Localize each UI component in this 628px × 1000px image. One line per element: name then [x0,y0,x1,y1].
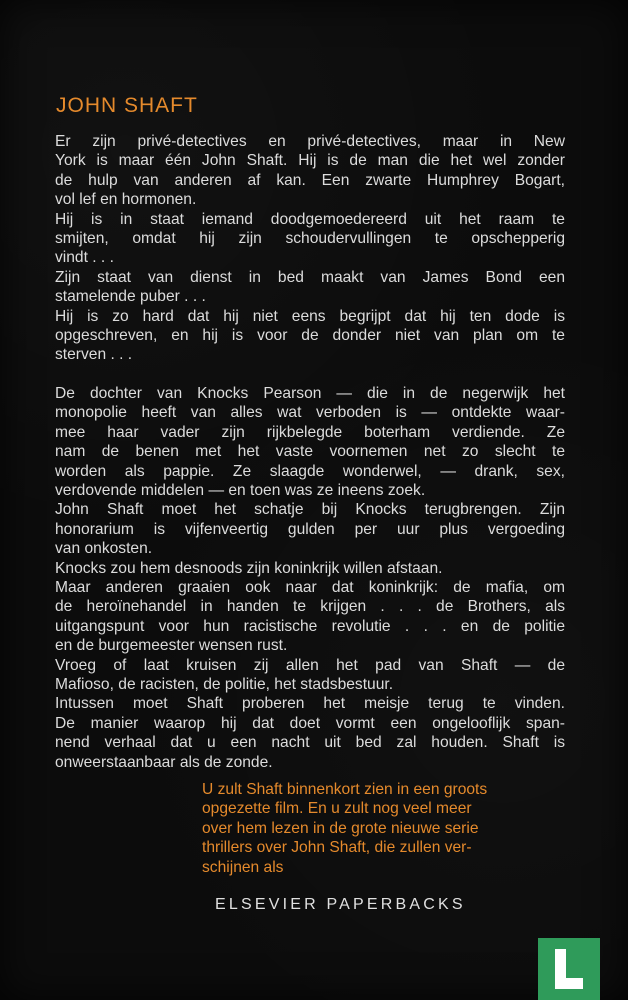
text-line: verdovende middelen — en toen was ze ineens zoek. [55,481,426,499]
text-line: John Shaft moet het schatje bij Knocks terugbrengen. Zijn [55,501,565,519]
paragraph-2 [55,384,565,772]
text-line: de hulp van anderen af kan. Een zwarte Humphrey Bogart, [55,171,565,189]
text-line: sterven . . . [55,346,133,364]
text-line: opgeschreven, en hij is voor de donder niet van plan om te [55,327,565,345]
text-line: monopolie heeft van alles wat verboden is — ontdekte waar- [55,404,565,422]
text-line: De manier waarop hij dat doet vormt een ongelooflijk span- [55,714,565,732]
text-line: vindt . . . [55,249,114,267]
text-line: mee haar vader zijn rijkbelegde boterham verdiende. Ze [55,423,565,441]
text-line: De dochter van Knocks Pearson — die in de negerwijk het [55,384,565,402]
text-line: Mafioso, de racisten, de politie, het stadsbestuur. [55,675,394,693]
text-line: Hij is zo hard dat hij niet eens begrijpt dat hij ten dode is [55,307,565,325]
promo-line: over hem lezen in de grote nieuwe serie [202,819,479,837]
text-line: en de burgemeester wensen rust. [55,637,288,655]
logo-letter-l [555,949,583,989]
text-line: Vroeg of laat kruisen zij allen het pad van Shaft — de [55,656,565,674]
library-logo [538,938,600,1000]
text-line: Knocks zou hem desnoods zijn koninkrijk willen afstaan. [55,559,443,577]
text-line: de heroïnehandel in handen te krijgen . . . de Brothers, als [55,598,565,616]
text-line: van onkosten. [55,540,153,558]
text-line: Er zijn privé-detectives en privé-detectives, maar in New [55,133,565,150]
text-line: stamelende puber . . . [55,288,206,306]
text-line: vol lef en hormonen. [55,191,197,209]
text-line: Maar anderen graaien ook naar dat koninkrijk: de mafia, om [55,578,565,596]
text-line: nend verhaal dat u een nacht uit bed zal houden. Shaft is [55,734,565,752]
book-title: JOHN SHAFT [56,94,198,117]
text-line: smijten, omdat hij zijn schoudervullingen te opschepperig [55,230,565,248]
text-line: nam de benen met het vaste voornemen net zo slecht te [55,443,565,461]
text-line: Zijn staat van dienst in bed maakt van James Bond een [55,268,565,286]
paragraph-gap [55,365,565,384]
text-line: worden als pappie. Ze slaagde wonderwel, — drank, sex, [55,462,565,480]
text-line: Intussen moet Shaft proberen het meisje terug te vinden. [55,695,565,713]
text-line: York is maar één John Shaft. Hij is de man die het wel zonder [55,152,565,170]
text-line: uitgangspunt voor hun racistische revolutie . . . en de politie [55,617,565,635]
promo-line: U zult Shaft binnenkort zien in een groots [202,781,488,798]
promo-text [202,780,562,877]
promo-line: schijnen als [202,858,284,876]
paragraph-1 [55,132,565,365]
text-line: Hij is in staat iemand doodgemoedereerd uit het raam te [55,210,565,228]
publisher-name: ELSEVIER PAPERBACKS [215,896,466,913]
text-line: onweerstaanbaar als de zonde. [55,753,273,771]
blurb-text [55,132,565,772]
text-line: honorarium is vijfenveertig gulden per uur plus vergoeding [55,520,565,538]
promo-line: thrillers over John Shaft, die zullen ver- [202,839,472,857]
promo-line: opgezette film. En u zult nog veel meer [202,800,472,818]
